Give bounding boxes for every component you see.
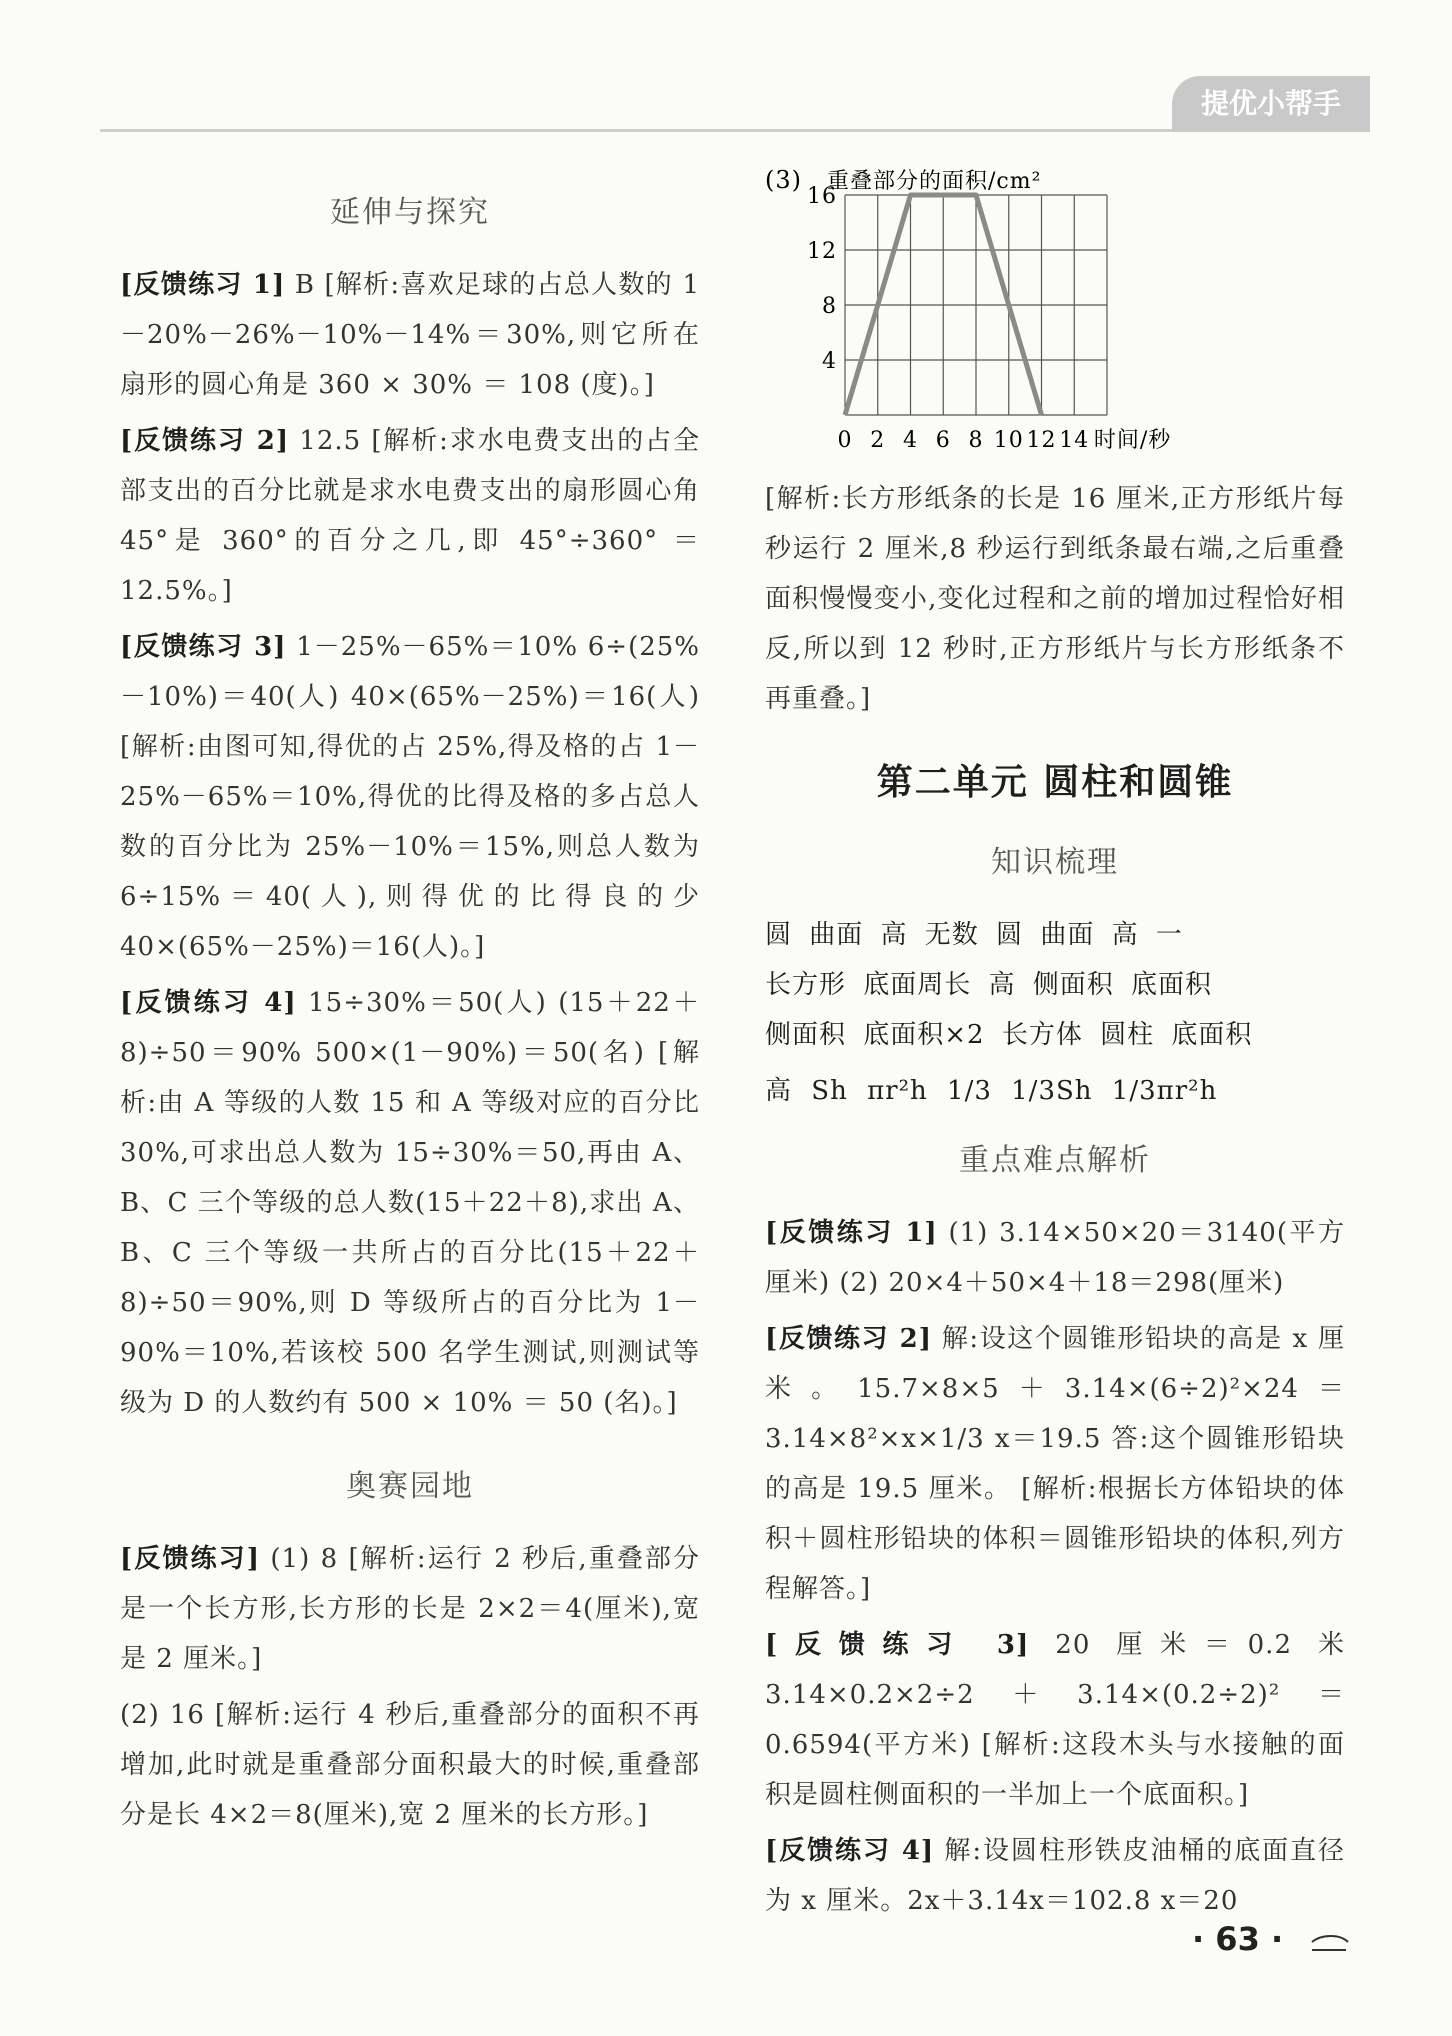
y-tick-label: 12	[807, 239, 837, 264]
olympiad-para: (2) 16 [解析:运行 4 秒后,重叠部分的面积不再增加,此时就是重叠部分面积最大的时候,重叠部分是长 4×2＝8(厘米),宽 2 厘米的长方形。]	[120, 1700, 700, 1830]
section-title-knowledge: 知识梳理	[991, 845, 1119, 880]
knowledge-line: 侧面积 底面积×2 长方体 圆柱 底面积	[765, 1020, 1253, 1050]
section-title-extension: 延伸与探究	[330, 195, 490, 230]
x-tick-label: 14	[1059, 428, 1090, 453]
chart-title: 重叠部分的面积/cm²	[827, 169, 1042, 194]
x-tick-label: 12	[1026, 428, 1057, 453]
exercise-para: [反馈练习 4] 解:设圆柱形铁皮油桶的底面直径为 x 厘米。2x＋3.14x＝102.8 x＝20	[765, 1836, 1346, 1916]
x-axis-label: 时间/秒	[1093, 428, 1172, 453]
knowledge-line: 长方形 底面周长 高 侧面积 底面积	[765, 970, 1213, 1000]
x-tick-label: 8	[968, 428, 984, 453]
formula-line: 高 Sh πr²h 1/3 1/3Sh 1/3πr²h	[765, 1076, 1218, 1106]
y-tick-label: 8	[822, 294, 837, 319]
y-tick-label: 4	[822, 349, 837, 374]
exercise-para: [反馈练习 3] 1－25%－65%＝10% 6÷(25%－10%)＝40(人) 40×(65%－25%)＝16(人) [解析:由图可知,得优的占 25%,得及格的占 1－25%－65%＝10%,得优的比得及格的多占总人数的百分比为 25%－10%＝15%,则总人数为 6÷15%＝40(人),则得优的比得良的少 40×(65%－25%)＝16(人)。]	[120, 632, 701, 962]
exercise-para: [反馈练习 2] 12.5 [解析:求水电费支出的占全部支出的百分比就是求水电费支出的扇形圆心角 45°是 360°的百分之几,即 45°÷360° ＝12.5%。]	[120, 426, 700, 606]
x-tick-label: 0	[837, 428, 853, 453]
x-tick-label: 2	[870, 428, 886, 453]
section-title-key-points: 重点难点解析	[959, 1143, 1151, 1178]
exercise-para: [反馈练习 1] B [解析:喜欢足球的占总人数的 1－20%－26%－10%－14%＝30%,则它所在扇形的圆心角是 360 × 30% ＝ 108 (度)。]	[120, 270, 700, 400]
olympiad-para: [反馈练习] (1) 8 [解析:运行 2 秒后,重叠部分是一个长方形,长方形的长是 2×2＝4(厘米),宽是 2 厘米。]	[120, 1544, 701, 1674]
exercise-para: [反馈练习 1] (1) 3.14×50×20＝3140(平方厘米) (2) 20×4＋50×4＋18＝298(厘米)	[765, 1218, 1345, 1298]
exercise-para: [反馈练习 2] 解:设这个圆锥形铅块的高是 x 厘米。15.7×8×5＋3.14×(6÷2)²×24＝3.14×8²×x×1/3 x＝19.5 答:这个圆锥形铅块的高是 19.5 厘米。 [解析:根据长方体铅块的体积＋圆柱形铅块的体积＝圆锥形铅块的体积,列方程解答。]	[765, 1324, 1345, 1604]
overlap-area-chart	[765, 160, 1345, 470]
x-tick-label: 6	[935, 428, 951, 453]
page-swoosh-icon	[1310, 1932, 1350, 1956]
unit-title: 第二单元 圆柱和圆锥	[876, 762, 1234, 803]
part-label: (3)	[765, 166, 802, 194]
exercise-para: [反馈练习 4] 15÷30%＝50(人) (15＋22＋8)÷50＝90% 500×(1－90%)＝50(名) [解析:由 A 等级的人数 15 和 A 等级对应的百分比 30%,可求出总人数为 15÷30%＝50,再由 A、B、C 三个等级的总人数(15＋22＋8),求出 A、B、C 三个等级一共所占的百分比(15＋22＋8)÷50＝90%,则 D 等级所占的百分比为 1－90%＝10%,若该校 500 名学生测试,则测试等级为 D 的人数约有 500 × 10% ＝ 50 (名)。]	[120, 988, 700, 1418]
section-title-olympiad: 奥赛园地	[346, 1469, 474, 1504]
exercise-para: [反馈练习 3] 20 厘米＝0.2 米 3.14×0.2×2÷2＋3.14×(0.2÷2)²＝0.6594(平方米) [解析:这段木头与水接触的面积是圆柱侧面积的一半加上一个底面积。]	[765, 1630, 1346, 1810]
chart-container	[765, 160, 1345, 470]
page-number: · 63 ·	[1192, 1920, 1284, 1958]
header-rule	[100, 129, 1180, 132]
header-tab: 提优小帮手	[1172, 76, 1370, 132]
knowledge-line: 圆 曲面 高 无数 圆 曲面 高 一	[765, 920, 1183, 950]
x-tick-label: 4	[903, 428, 918, 453]
x-tick-label: 10	[993, 428, 1024, 453]
left-column	[120, 180, 700, 1846]
part3-note: [解析:长方形纸条的长是 16 厘米,正方形纸片每秒运行 2 厘米,8 秒运行到纸条最右端,之后重叠面积慢慢变小,变化过程和之前的增加过程恰好相反,所以到 12 秒时,正方形纸片与长方形纸条不再重叠。]	[765, 484, 1345, 714]
right-column	[765, 160, 1345, 1932]
y-tick-label: 16	[807, 184, 837, 209]
